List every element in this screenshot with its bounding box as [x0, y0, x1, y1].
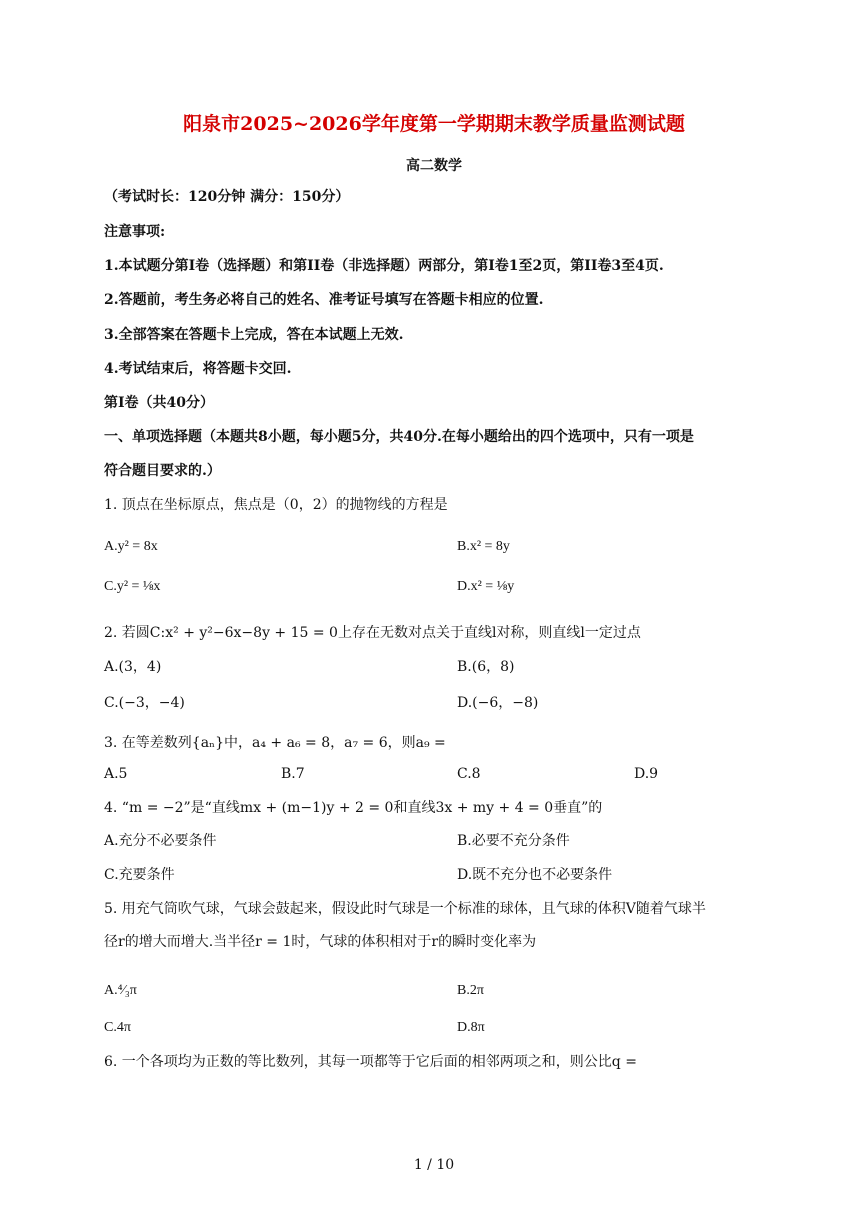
note-item: 4.考试结束后，将答题卡交回.: [104, 361, 292, 377]
question-1-option-d: D.x² = ⅛y: [457, 579, 515, 594]
question-5-option-c: C.4π: [104, 1020, 131, 1035]
question-4-option-b: B.必要不充分条件: [457, 833, 570, 849]
question-1-stem: 1. 顶点在坐标原点，焦点是（0，2）的抛物线的方程是: [104, 497, 448, 513]
question-3-option-c: C.8: [457, 766, 481, 782]
page-number: 1 / 10: [413, 1157, 455, 1173]
question-4-stem: 4. “m = −2”是“直线mx + (m−1)y + 2 = 0和直线3x + my + 4 = 0垂直”的: [104, 800, 603, 816]
exam-info: （考试时长：120分钟 满分：150分）: [104, 189, 350, 205]
question-5-stem-cont: 径r的增大而增大.当半径r = 1时，气球的体积相对于r的瞬时变化率为: [104, 934, 537, 950]
question-3-option-b: B.7: [281, 766, 305, 782]
note-item: 1.本试题分第I卷（选择题）和第II卷（非选择题）两部分，第I卷1至2页，第II卷3至4页.: [104, 258, 664, 274]
note-item: 3.全部答案在答题卡上完成，答在本试题上无效.: [104, 327, 404, 343]
question-4-option-c: C.充要条件: [104, 867, 175, 883]
question-5-option-b: B.2π: [457, 983, 484, 998]
question-5-option-d: D.8π: [457, 1020, 485, 1035]
question-2-stem: 2. 若圆C:x² + y²−6x−8y + 15 = 0上存在无数对点关于直线l对称，则直线l一定过点: [104, 625, 641, 641]
question-2-option-a: A.(3，4): [104, 659, 162, 675]
exam-title: 阳泉市2025~2026学年度第一学期期末教学质量监测试题: [183, 113, 685, 135]
question-3-option-a: A.5: [104, 766, 128, 782]
note-item: 2.答题前，考生务必将自己的姓名、准考证号填写在答题卡相应的位置.: [104, 292, 544, 308]
question-2-option-d: D.(−6，−8): [457, 695, 539, 711]
question-2-option-b: B.(6，8): [457, 659, 515, 675]
question-1-option-c: C.y² = ⅛x: [104, 579, 161, 594]
question-5-stem: 5. 用充气筒吹气球，气球会鼓起来，假设此时气球是一个标准的球体，且气球的体积V随着气球半: [104, 901, 706, 917]
question-6-stem: 6. 一个各项均为正数的等比数列，其每一项都等于它后面的相邻两项之和，则公比q =: [104, 1054, 637, 1070]
notes-heading: 注意事项:: [104, 224, 166, 240]
question-5-option-a: A.⁴⁄₃π: [104, 983, 137, 998]
section1-heading: 一、单项选择题（本题共8小题，每小题5分，共40分.在每小题给出的四个选项中，只有一项是: [104, 429, 694, 445]
question-2-option-c: C.(−3，−4): [104, 695, 185, 711]
part1-heading: 第I卷（共40分）: [104, 395, 215, 411]
exam-subject: 高二数学: [406, 158, 462, 174]
question-4-option-d: D.既不充分也不必要条件: [457, 867, 613, 883]
question-3-option-d: D.9: [634, 766, 659, 782]
question-1-option-a: A.y² = 8x: [104, 539, 158, 554]
question-4-option-a: A.充分不必要条件: [104, 833, 217, 849]
section1-heading-cont: 符合题目要求的.）: [104, 463, 221, 479]
question-3-stem: 3. 在等差数列{aₙ}中，a₄ + a₆ = 8，a₇ = 6，则a₉ =: [104, 735, 446, 751]
question-1-option-b: B.x² = 8y: [457, 539, 510, 554]
